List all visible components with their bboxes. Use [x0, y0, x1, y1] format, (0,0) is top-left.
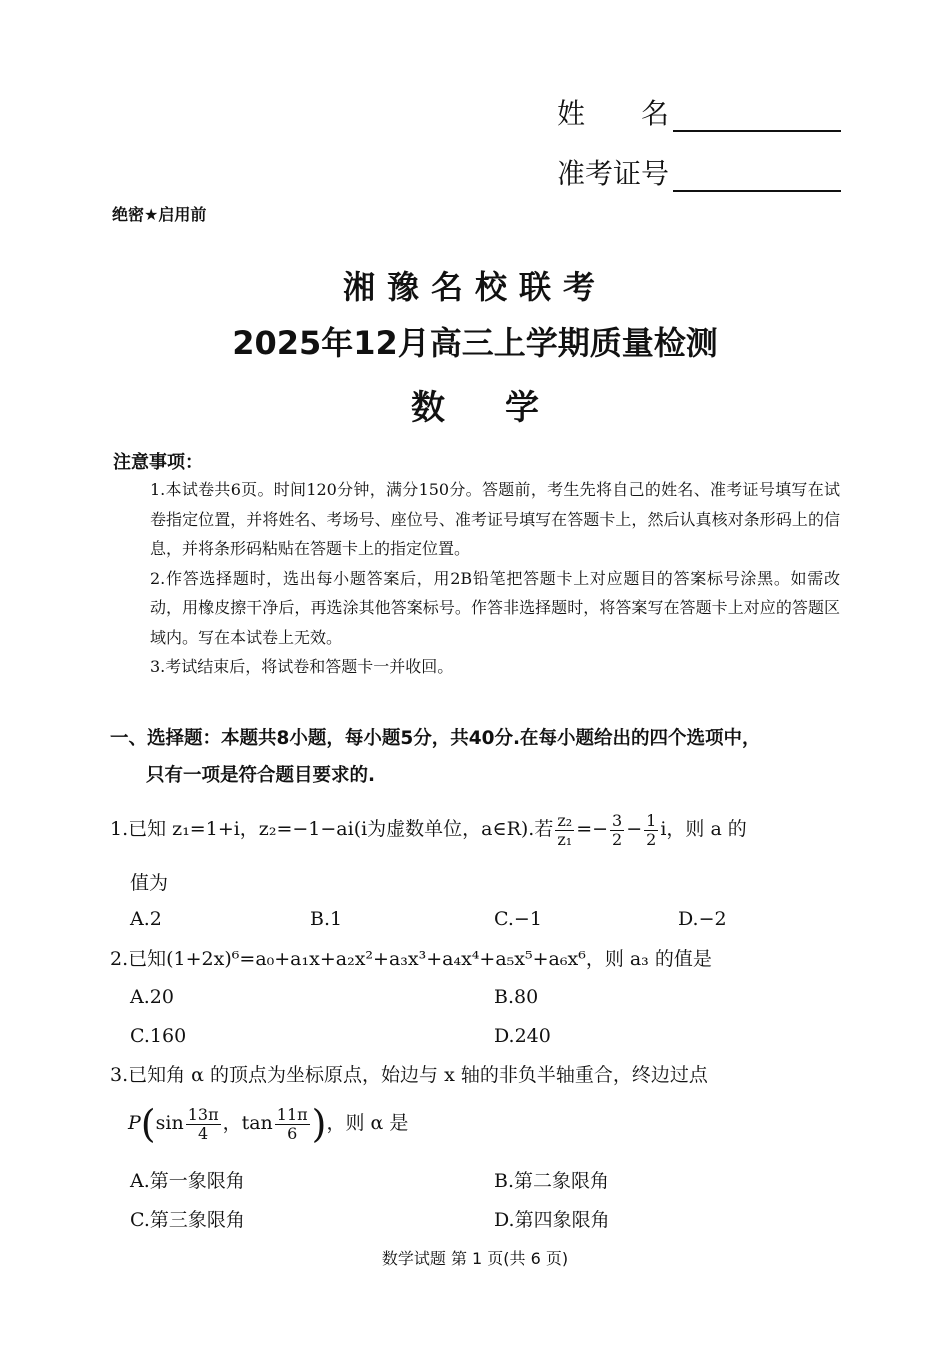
question-1-fraction-1-2: $\frac{1}{2}$	[646, 810, 657, 849]
question-3-number: 3.	[110, 1064, 129, 1086]
question-2-option-a: A.20	[130, 986, 174, 1008]
notice-item-2: 2.作答选择题时，选出每小题答案后，用2B铅笔把答题卡上对应题目的答案标号涂黑。如需改动，用橡皮擦干净后，再选涂其他答案标号。作答非选择题时，将答案写在答题卡上对应的答题区域内。写在本试卷上无效。	[150, 568, 840, 647]
question-3-point: P(sin $\frac{13\pi}{4}$ ，tan $\frac{11\pi}{6}$ )，则 α 是	[128, 1102, 409, 1146]
exam-subtitle: 2025年12月高三上学期质量检测	[232, 324, 718, 362]
name-field-row	[557, 92, 841, 132]
question-1-option-b: B.1	[310, 908, 343, 930]
question-3-stem	[110, 1056, 708, 1094]
name-label: 姓 名	[557, 97, 670, 130]
section-1-heading-line2: 只有一项是符合题目要求的.	[146, 765, 376, 786]
exam-title: 湘豫名校联考	[342, 268, 607, 306]
question-1-fraction-3-2: $\frac{3}{2}$	[612, 810, 623, 849]
subject-title: 数学	[411, 388, 599, 428]
secret-mark: 绝密★启用前	[112, 205, 207, 224]
question-2-option-b: B.80	[494, 986, 539, 1008]
exam-id-label: 准考证号	[557, 157, 670, 190]
question-3-point-label: P	[128, 1112, 141, 1134]
question-1-text-c: −	[626, 818, 643, 840]
question-3-text: 已知角 α 的顶点为坐标原点，始边与 x 轴的非负半轴重合，终边过点	[128, 1064, 708, 1086]
question-2-stem	[110, 940, 712, 978]
question-1-text-a: 已知 z₁=1+i，z₂=−1−ai(i为虚数单位，a∈R).若	[128, 818, 554, 840]
question-3-option-c: C.第三象限角	[130, 1209, 245, 1231]
section-1-heading-line1: 一、选择题：本题共8小题，每小题5分，共40分.在每小题给出的四个选项中，	[110, 728, 761, 749]
question-3-fraction-13pi-4: $\frac{13\pi}{4}$	[187, 1104, 219, 1143]
question-3-option-a: A.第一象限角	[130, 1170, 245, 1192]
question-2-number: 2.	[110, 948, 129, 970]
question-3-tail: ，则 α 是	[326, 1112, 409, 1134]
exam-id-blank	[673, 166, 841, 192]
notice-list	[150, 475, 840, 682]
exam-id-field-row	[557, 152, 841, 192]
name-blank	[673, 106, 841, 132]
question-2-text: 已知(1+2x)⁶=a₀+a₁x+a₂x²+a₃x³+a₄x⁴+a₅x⁵+a₆x⁶，则 a₃ 的值是	[128, 948, 712, 970]
question-3-option-b: B.第二象限角	[494, 1170, 610, 1192]
notice-heading: 注意事项：	[113, 452, 203, 473]
question-3-fraction-11pi-6: $\frac{11\pi}{6}$	[276, 1104, 308, 1143]
question-1-fraction-z: $\frac{\text{z₂}}{\text{z₁}}$	[557, 810, 573, 849]
question-1-stem-line2: 值为	[130, 872, 169, 894]
notice-item-3: 3.考试结束后，将试卷和答题卡一并收回。	[150, 657, 454, 676]
question-2-option-c: C.160	[130, 1025, 187, 1047]
question-1-number: 1.	[110, 818, 129, 840]
question-1-text-d: i，则 a 的	[660, 818, 747, 840]
question-3-tan: ，tan	[222, 1112, 273, 1134]
question-1-option-c: C.−1	[494, 908, 542, 930]
section-1-heading	[110, 720, 845, 794]
question-1-stem	[110, 810, 850, 849]
question-1-option-a: A.2	[130, 908, 162, 930]
question-1-text-b: =−	[576, 818, 609, 840]
question-3-sin: sin	[155, 1112, 184, 1134]
question-3-option-d: D.第四象限角	[494, 1209, 610, 1231]
question-1-option-d: D.−2	[678, 908, 727, 930]
page-footer: 数学试题 第 1 页(共 6 页)	[381, 1249, 569, 1268]
question-2-option-d: D.240	[494, 1025, 551, 1047]
notice-item-1: 1.本试卷共6页。时间120分钟，满分150分。答题前，考生先将自己的姓名、准考证号填写在试卷指定位置，并将姓名、考场号、座位号、准考证号填写在答题卡上，然后认真核对条形码上的信息，并将条形码粘贴在答题卡上的指定位置。	[150, 480, 840, 558]
